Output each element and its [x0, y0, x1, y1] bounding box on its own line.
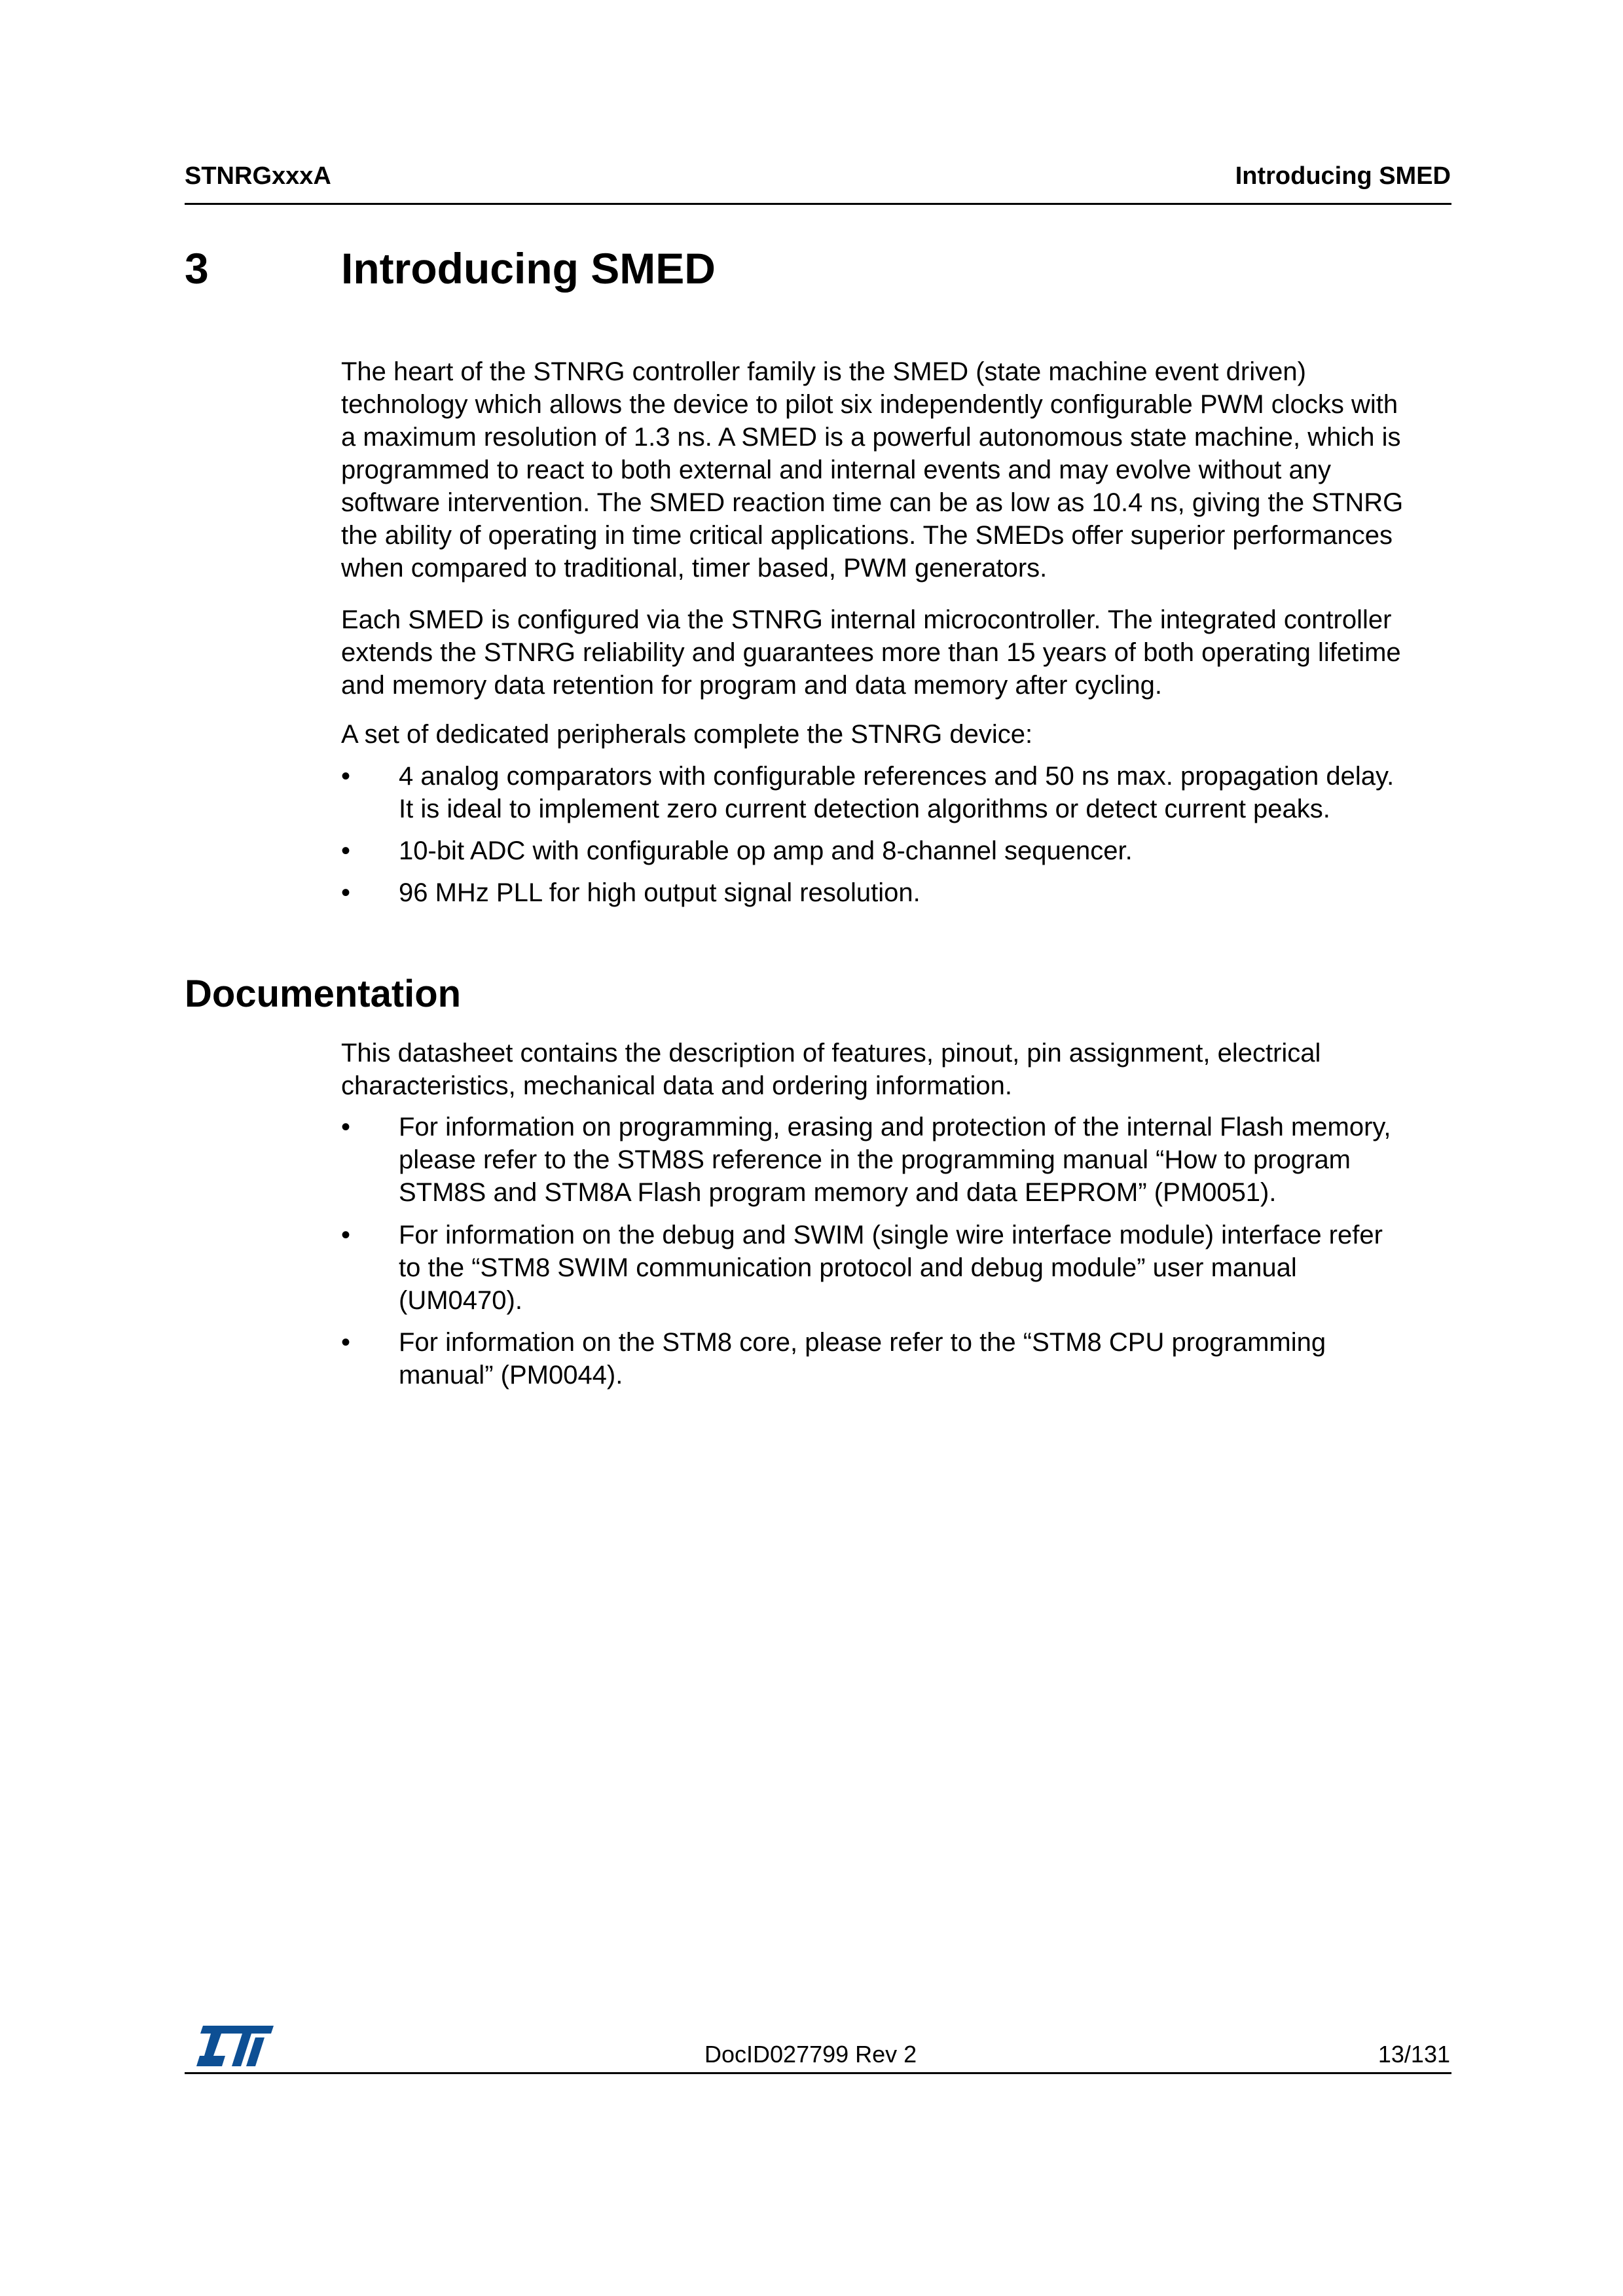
bullet: •	[341, 762, 351, 791]
page-number: 13/131	[1377, 2041, 1450, 2068]
documentation-heading: Documentation	[185, 973, 462, 1015]
paragraph: A set of dedicated peripherals complete the STNRG device:	[341, 720, 1033, 749]
footer-doc-id: DocID027799 Rev 2	[704, 2041, 917, 2068]
paragraph: The heart of the STNRG controller family is the SMED (state machine event driven) technology which allows the device to pilot six independently configurable PWM clocks with a maximum resolution of 1.3 ns. A SMED is a powerful autonomous state machine, which is programmed to react to both external and internal events and may evolve without any software intervention. The SMED reaction time can be as low as 10.4 ns, giving the STNRG the ability of operating in time critical applications. The SMEDs offer superior performances when compared to traditional, timer based, PWM generators.	[341, 357, 1404, 583]
footer-rule	[185, 2072, 1451, 2074]
bullet: •	[341, 1113, 351, 1141]
section-number: 3	[185, 244, 209, 293]
bullet: •	[341, 1328, 351, 1357]
paragraph: Each SMED is configured via the STNRG internal microcontroller. The integrated controller extends the STNRG reliability and guarantees more than 15 years of both operating lifetime and memory data retention for program and data memory after cycling.	[341, 605, 1401, 700]
paragraph: This datasheet contains the description of features, pinout, pin assignment, electrical characteristics, mechanical data and ordering information.	[341, 1039, 1321, 1100]
bullet: •	[341, 836, 351, 865]
header-doc-name: STNRGxxxA	[185, 162, 331, 190]
header-rule	[185, 203, 1451, 205]
bullet: •	[341, 1221, 351, 1249]
section-title: Introducing SMED	[341, 244, 716, 293]
header-section-name: Introducing SMED	[1235, 162, 1451, 190]
st-logo-icon	[195, 2024, 276, 2068]
bullet: •	[341, 878, 351, 907]
